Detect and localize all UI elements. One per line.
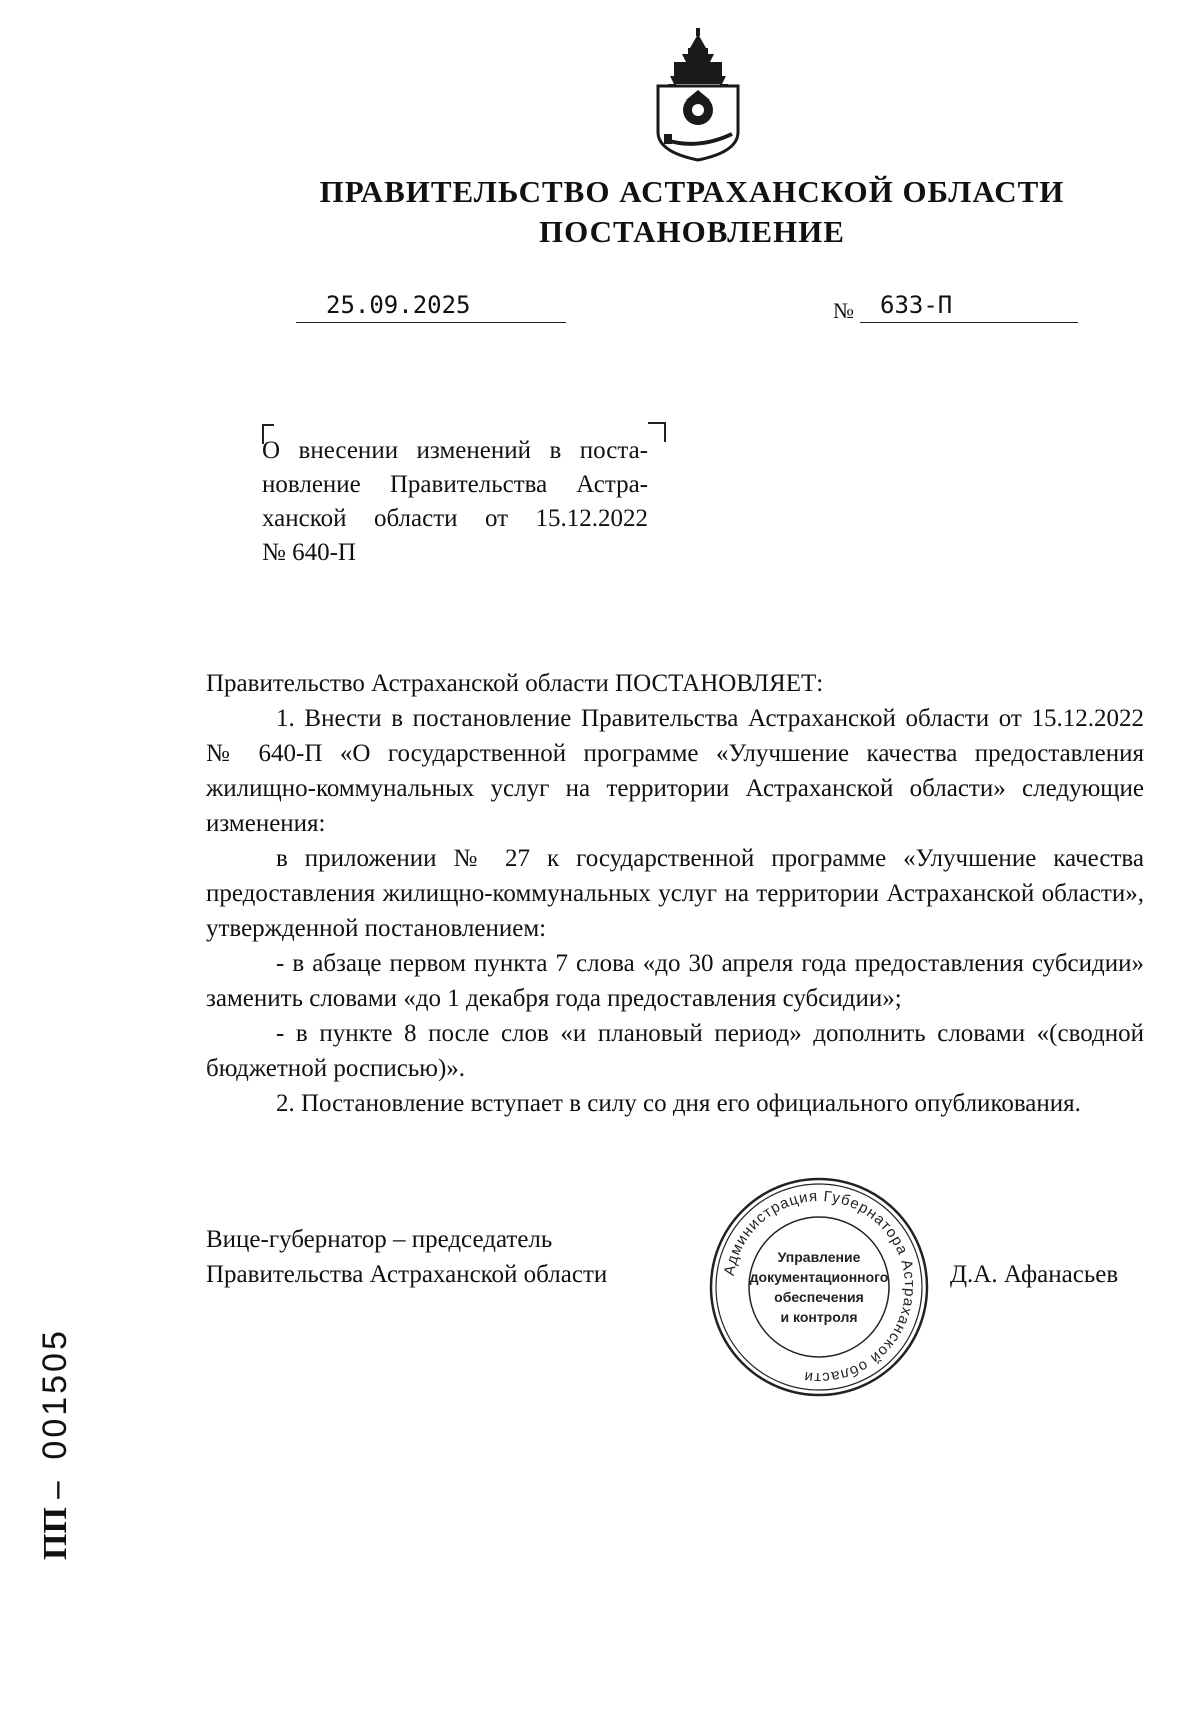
form-serial-value: 001505 — [36, 1328, 74, 1460]
seal-center-line: Управление — [777, 1249, 861, 1265]
signatory-position — [206, 1222, 607, 1292]
subject-line: новление Правительства Астра- — [262, 471, 648, 498]
subject-line: ханской области от 15.12.2022 — [262, 505, 648, 532]
document-number-field — [860, 292, 1078, 323]
document-number: 633-П — [880, 291, 953, 319]
position-line-2: Правительства Астраханской области — [206, 1261, 608, 1288]
form-serial-number — [35, 1260, 75, 1560]
document-date-field — [296, 292, 566, 323]
position-line-1: Вице-губернатор – председатель — [206, 1226, 553, 1253]
seal-center-line: и контроля — [780, 1309, 858, 1325]
coat-of-arms-emblem — [650, 28, 746, 163]
seal-center-line: документационного — [749, 1269, 889, 1285]
seal-center-line: обеспечения — [774, 1289, 864, 1305]
clause-1-sub: в приложении № 27 к государственной программе «Улучшение качества предоставления жилищно-коммунальных услуг на территории Астраханской области», утвержденной постановлением: — [206, 845, 1144, 942]
subject-line: О внесении изменений в поста- — [262, 437, 648, 464]
document-date: 25.09.2025 — [326, 291, 471, 319]
clause-1-item-2: - в пункте 8 после слов «и плановый период» дополнить словами «(сводной бюджетной росписью)». — [206, 1020, 1144, 1082]
number-sign: № — [833, 298, 854, 323]
seal-ring-textpath: Администрация Губернатора Астраханской области — [720, 1187, 919, 1387]
preamble: Правительство Астраханской области ПОСТАНОВЛЯЕТ: — [206, 670, 824, 697]
subject-line: № 640-П — [262, 539, 356, 566]
document-subject — [262, 434, 648, 570]
clause-2: 2. Постановление вступает в силу со дня его официального опубликования. — [276, 1090, 1081, 1117]
official-seal — [708, 1176, 930, 1398]
clause-1: 1. Внести в постановление Правительства Астраханской области от 15.12.2022 № 640-П «О государственной программе «Улучшение качества предоставления жилищно-коммунальных услуг на территории Астраханской области» следующие изменения: — [206, 705, 1144, 837]
form-serial-prefix: ПП – — [37, 1481, 74, 1560]
issuer-title: ПРАВИТЕЛЬСТВО АСТРАХАНСКОЙ ОБЛАСТИ — [319, 174, 1065, 209]
document-type: ПОСТАНОВЛЕНИЕ — [539, 214, 845, 249]
document-body — [206, 666, 1144, 1121]
subject-corner-right — [648, 422, 666, 442]
document-header — [300, 172, 1084, 252]
signatory-name: Д.А. Афанасьев — [950, 1261, 1119, 1288]
clause-1-item-1: - в абзаце первом пункта 7 слова «до 30 апреля года предоставления субсидии» заменить словами «до 1 декабря года предоставления субсидии»; — [206, 950, 1144, 1012]
